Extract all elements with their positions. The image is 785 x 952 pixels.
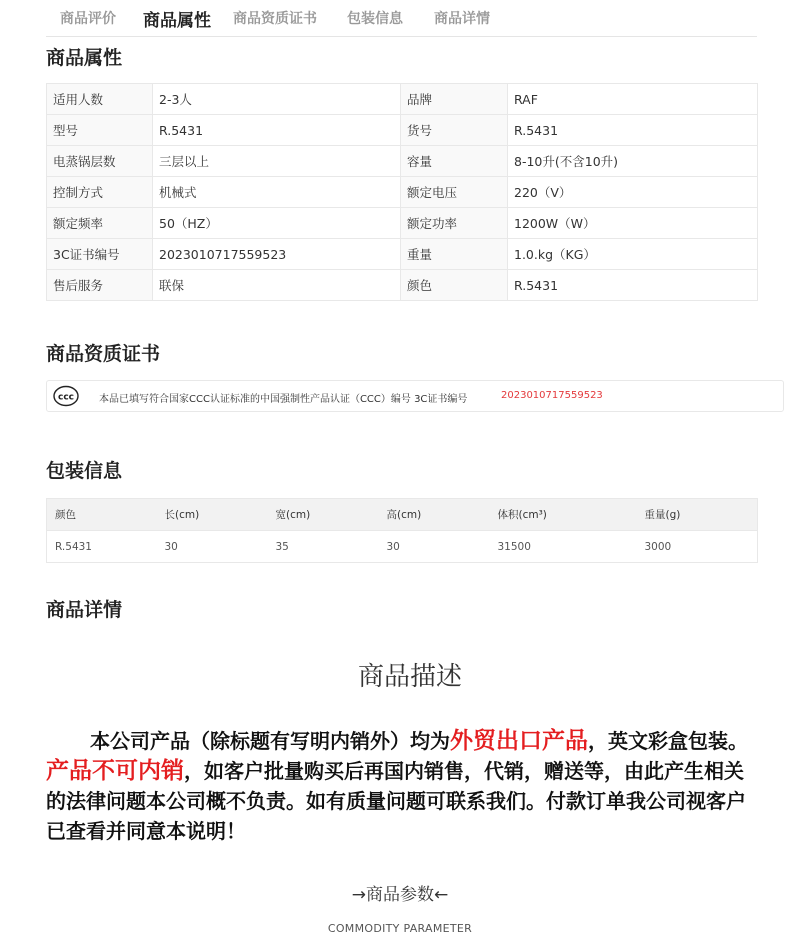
attribute-value: 8-10升(不含10升) [508,146,758,177]
attribute-value: 50（HZ） [153,208,401,239]
attribute-value: 220（V） [508,177,758,208]
attribute-value: 2-3人 [153,84,401,115]
attribute-value: 2023010717559523 [153,239,401,270]
notice-text: ，如客户批量购买后再国内销售，代销，赠送等，由此产生相关的法律问题本公司概不负责。如有质量问题可联系我们。付款订单我公司视客户已查看并同意本说明！ [46,759,746,843]
attribute-key: 控制方式 [47,177,153,208]
packaging-cell: 30 [157,531,268,563]
attribute-key: 容量 [401,146,508,177]
attribute-key: 额定频率 [47,208,153,239]
description-heading: 商品描述 [357,662,462,692]
packaging-table [46,498,758,563]
tab-details[interactable]: 商品详情 [434,11,490,27]
attribute-key: 额定功率 [401,208,508,239]
attributes-table-body [47,84,758,301]
attribute-row [47,239,758,270]
packaging-header-cell: 高(cm) [379,499,490,531]
packaging-header-cell: 宽(cm) [268,499,379,531]
attribute-value: R.5431 [508,115,758,146]
notice-text: 本公司产品（除标题有写明内销外）均为 [90,729,450,753]
certificate-box [46,380,784,412]
attribute-row [47,208,758,239]
attributes-title: 商品属性 [46,47,123,69]
attribute-row [47,146,758,177]
attribute-row [47,270,758,301]
attribute-key: 电蒸锅层数 [47,146,153,177]
tab-attributes[interactable]: 商品属性 [143,11,211,31]
attribute-key: 3C证书编号 [47,239,153,270]
attribute-value: 三层以上 [153,146,401,177]
attribute-key: 品牌 [401,84,508,115]
attribute-key: 额定电压 [401,177,508,208]
parameter-subheading: COMMODITY PARAMETER [327,922,473,935]
attribute-key: 货号 [401,115,508,146]
tab-packaging[interactable]: 包装信息 [347,11,403,27]
notice-highlight: 外贸出口产品 [450,728,588,754]
attribute-value: 机械式 [153,177,401,208]
notice-text: ，英文彩盒包装。 [588,729,748,753]
packaging-header-cell: 体积(cm³) [490,499,637,531]
packaging-cell: 3000 [637,531,758,563]
packaging-cell: 31500 [490,531,637,563]
attribute-key: 售后服务 [47,270,153,301]
svg-text:ccc: ccc [57,392,75,403]
tab-bar [46,0,757,37]
attribute-row [47,177,758,208]
packaging-row [47,531,758,563]
attributes-table [46,83,758,301]
packaging-cell: 35 [268,531,379,563]
attribute-key: 颜色 [401,270,508,301]
certificate-title: 商品资质证书 [46,343,161,365]
certificate-text: 本品已填写符合国家CCC认证标准的中国强制性产品认证（CCC）编号 3C证书编号 [99,394,468,405]
notice-highlight: 产品不可内销 [46,758,184,784]
attribute-key: 型号 [47,115,153,146]
packaging-header-cell: 颜色 [47,499,157,531]
attribute-row [47,115,758,146]
attribute-value: 1200W（W） [508,208,758,239]
packaging-header-row [47,499,758,531]
attribute-key: 重量 [401,239,508,270]
certificate-number: 2023010717559523 [501,390,603,401]
tab-certificates[interactable]: 商品资质证书 [233,11,317,27]
attribute-value: R.5431 [508,270,758,301]
attribute-key: 适用人数 [47,84,153,115]
packaging-header-cell: 重量(g) [637,499,758,531]
ccc-icon [53,385,79,407]
tab-reviews[interactable]: 商品评价 [60,11,116,27]
packaging-header-cell: 长(cm) [157,499,268,531]
attribute-value: R.5431 [153,115,401,146]
packaging-cell: 30 [379,531,490,563]
details-title: 商品详情 [46,599,123,621]
packaging-title: 包装信息 [46,460,123,482]
attribute-value: 1.0.kg（KG） [508,239,758,270]
attribute-value: 联保 [153,270,401,301]
attribute-row [47,84,758,115]
packaging-cell: R.5431 [47,531,157,563]
export-notice [46,726,758,846]
attribute-value: RAF [508,84,758,115]
parameter-heading: →商品参数← [351,885,449,905]
